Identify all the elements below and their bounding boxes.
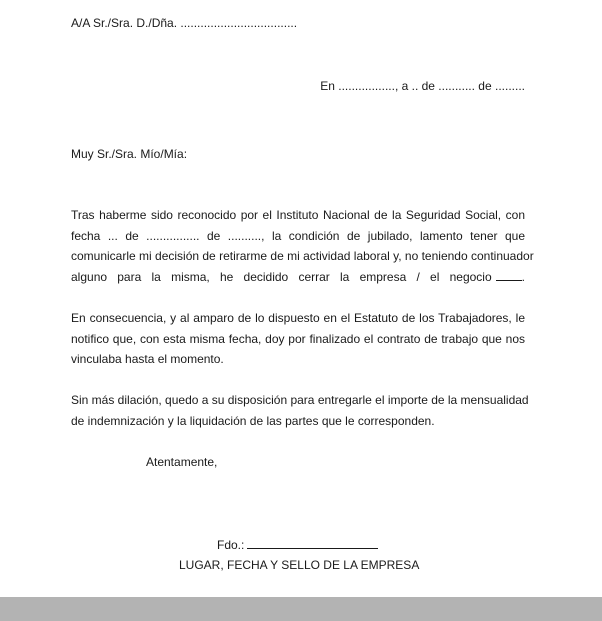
signature-rule: [247, 538, 378, 549]
paragraph-consequence: [71, 308, 525, 370]
bottom-bar: [0, 597, 602, 621]
blank-rule: [496, 271, 522, 281]
paragraph-line: alguno para la misma, he decidido cerrar la empresa / el negocio: [71, 269, 492, 284]
paragraph-line: comunicarle mi decisión de retirarme de mi actividad laboral y, no teniendo continuador: [71, 249, 534, 263]
paragraph-line: En consecuencia, y al amparo de lo dispuesto en el Estatuto de los Trabajadores, le: [71, 311, 525, 325]
place-date-line: En ................., a .. de ........... de .........: [320, 79, 525, 93]
signature-block: [217, 538, 378, 552]
paragraph-line: Sin más dilación, quedo a su disposición para entregarle el importe de la mensualidad: [71, 393, 529, 407]
addressee-line: A/A Sr./Sra. D./Dña. ...................................: [71, 16, 298, 30]
paragraph-indemnity: [71, 390, 529, 431]
paragraph-line: fecha ... de ................ de .........., la condición de jubilado, lamento tener que: [71, 228, 525, 243]
signature-label: Fdo.:: [217, 538, 245, 552]
paragraph-retirement: [71, 205, 534, 287]
paragraph-line: de indemnización y la liquidación de las partes que le corresponden.: [71, 413, 435, 428]
closing: Atentamente,: [146, 455, 218, 469]
greeting: Muy Sr./Sra. Mío/Mía:: [71, 147, 188, 161]
footer-caption: LUGAR, FECHA Y SELLO DE LA EMPRESA: [179, 558, 420, 572]
blank-fill: [496, 267, 525, 288]
paragraph-line: Tras haberme sido reconocido por el Instituto Nacional de la Seguridad Social, con: [71, 208, 525, 222]
paragraph-line-last: [71, 267, 525, 288]
paragraph-line: vinculaba hasta el momento.: [71, 352, 224, 366]
paragraph-line: notifico que, con esta misma fecha, doy por finalizado el contrato de trabajo que nos: [71, 331, 525, 346]
paragraph-end: .: [521, 269, 525, 284]
